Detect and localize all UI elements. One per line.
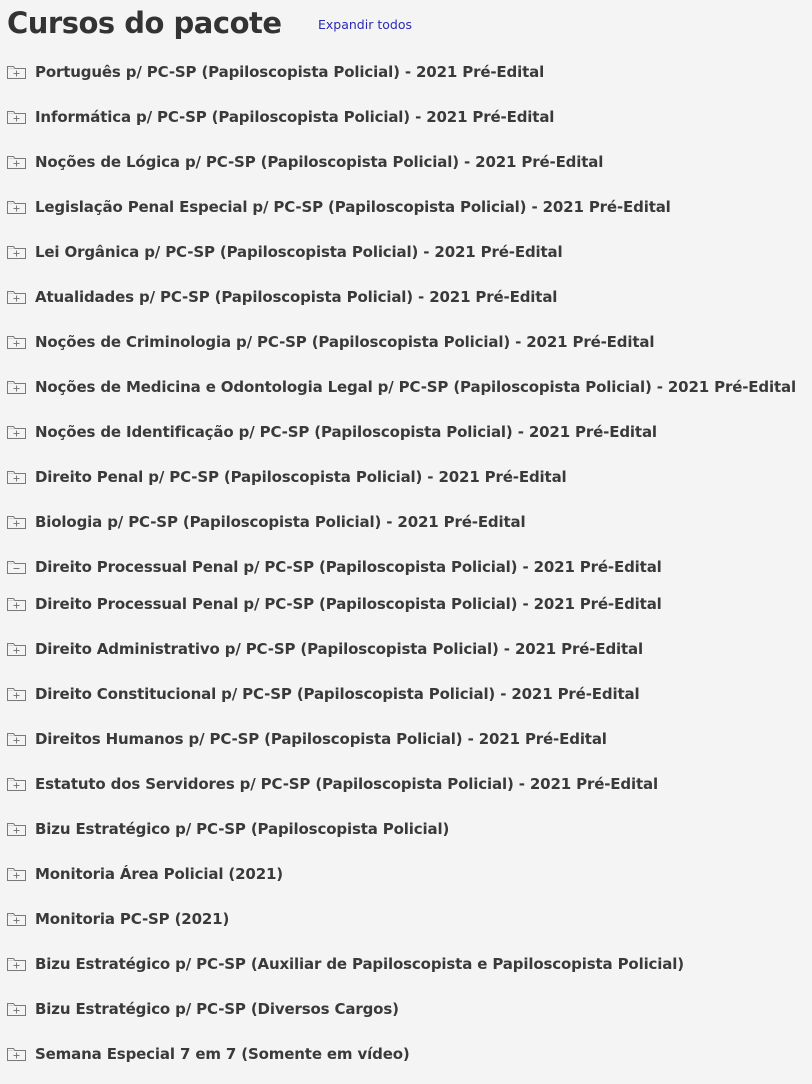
course-title[interactable]: Português p/ PC-SP (Papiloscopista Policial) - 2021 Pré-Edital <box>35 63 545 81</box>
course-folder-item[interactable] <box>7 61 807 83</box>
course-title[interactable]: Lei Orgânica p/ PC-SP (Papiloscopista Policial) - 2021 Pré-Edital <box>35 243 563 261</box>
folder-plus-icon[interactable] <box>7 866 26 882</box>
course-folder-item[interactable] <box>7 196 807 218</box>
course-title[interactable]: Informática p/ PC-SP (Papiloscopista Policial) - 2021 Pré-Edital <box>35 108 555 126</box>
course-folder-item[interactable] <box>7 556 807 578</box>
folder-plus-icon[interactable] <box>7 379 26 395</box>
course-title[interactable]: Estatuto dos Servidores p/ PC-SP (Papiloscopista Policial) - 2021 Pré-Edital <box>35 775 658 793</box>
folder-plus-icon[interactable] <box>7 469 26 485</box>
course-folder-item[interactable] <box>7 863 807 885</box>
course-title[interactable]: Bizu Estratégico p/ PC-SP (Diversos Cargos) <box>35 1000 399 1018</box>
course-title[interactable]: Direito Penal p/ PC-SP (Papiloscopista Policial) - 2021 Pré-Edital <box>35 468 567 486</box>
course-title[interactable]: Direito Processual Penal p/ PC-SP (Papiloscopista Policial) - 2021 Pré-Edital <box>35 558 662 576</box>
course-folder-item[interactable] <box>7 998 807 1020</box>
folder-plus-icon[interactable] <box>7 244 26 260</box>
course-folder-item[interactable] <box>7 773 807 795</box>
folder-plus-icon[interactable] <box>7 424 26 440</box>
course-title[interactable]: Noções de Criminologia p/ PC-SP (Papiloscopista Policial) - 2021 Pré-Edital <box>35 333 655 351</box>
course-title[interactable]: Direito Administrativo p/ PC-SP (Papiloscopista Policial) - 2021 Pré-Edital <box>35 640 644 658</box>
course-folder-item[interactable] <box>7 908 807 930</box>
course-title[interactable]: Atualidades p/ PC-SP (Papiloscopista Policial) - 2021 Pré-Edital <box>35 288 558 306</box>
folder-plus-icon[interactable] <box>7 514 26 530</box>
folder-plus-icon[interactable] <box>7 596 26 612</box>
course-folder-item[interactable] <box>7 728 807 750</box>
course-title[interactable]: Bizu Estratégico p/ PC-SP (Papiloscopista Policial) <box>35 820 450 838</box>
course-title[interactable]: Noções de Identificação p/ PC-SP (Papiloscopista Policial) - 2021 Pré-Edital <box>35 423 657 441</box>
course-folder-item[interactable] <box>7 286 807 308</box>
course-folder-item[interactable] <box>7 953 807 975</box>
folder-plus-icon[interactable] <box>7 199 26 215</box>
course-folder-item[interactable] <box>7 376 807 398</box>
course-folder-item[interactable] <box>7 511 807 533</box>
folder-plus-icon[interactable] <box>7 64 26 80</box>
course-folder-item[interactable] <box>7 241 807 263</box>
folder-plus-icon[interactable] <box>7 154 26 170</box>
folder-plus-icon[interactable] <box>7 289 26 305</box>
course-folder-item[interactable] <box>7 683 807 705</box>
course-folder-item[interactable] <box>7 151 807 173</box>
course-title[interactable]: Noções de Medicina e Odontologia Legal p/ PC-SP (Papiloscopista Policial) - 2021 Pré-Edital <box>35 378 796 396</box>
course-title[interactable]: Semana Especial 7 em 7 (Somente em vídeo) <box>35 1045 410 1063</box>
folder-plus-icon[interactable] <box>7 911 26 927</box>
course-folder-item[interactable] <box>7 421 807 443</box>
course-folder-item[interactable] <box>7 106 807 128</box>
expand-all-link[interactable]: Expandir todos <box>318 17 412 32</box>
page-title: Cursos do pacote <box>7 6 282 40</box>
folder-plus-icon[interactable] <box>7 1001 26 1017</box>
folder-plus-icon[interactable] <box>7 821 26 837</box>
folder-plus-icon[interactable] <box>7 334 26 350</box>
folder-plus-icon[interactable] <box>7 776 26 792</box>
folder-minus-icon[interactable] <box>7 559 26 575</box>
course-folder-item[interactable] <box>7 593 807 615</box>
course-title[interactable]: Biologia p/ PC-SP (Papiloscopista Policial) - 2021 Pré-Edital <box>35 513 526 531</box>
course-folder-item[interactable] <box>7 466 807 488</box>
course-folder-item[interactable] <box>7 638 807 660</box>
course-title[interactable]: Noções de Lógica p/ PC-SP (Papiloscopista Policial) - 2021 Pré-Edital <box>35 153 604 171</box>
course-title[interactable]: Direito Processual Penal p/ PC-SP (Papiloscopista Policial) - 2021 Pré-Edital <box>35 595 662 613</box>
course-folder-item[interactable] <box>7 818 807 840</box>
course-title[interactable]: Monitoria Área Policial (2021) <box>35 865 283 883</box>
folder-plus-icon[interactable] <box>7 956 26 972</box>
folder-plus-icon[interactable] <box>7 109 26 125</box>
course-title[interactable]: Monitoria PC-SP (2021) <box>35 910 230 928</box>
folder-plus-icon[interactable] <box>7 686 26 702</box>
folder-plus-icon[interactable] <box>7 1046 26 1062</box>
course-title[interactable]: Bizu Estratégico p/ PC-SP (Auxiliar de Papiloscopista e Papiloscopista Policial) <box>35 955 684 973</box>
course-folder-item[interactable] <box>7 1043 807 1065</box>
course-folder-item[interactable] <box>7 331 807 353</box>
course-title[interactable]: Direitos Humanos p/ PC-SP (Papiloscopista Policial) - 2021 Pré-Edital <box>35 730 607 748</box>
folder-plus-icon[interactable] <box>7 731 26 747</box>
course-title[interactable]: Direito Constitucional p/ PC-SP (Papiloscopista Policial) - 2021 Pré-Edital <box>35 685 640 703</box>
folder-plus-icon[interactable] <box>7 641 26 657</box>
course-title[interactable]: Legislação Penal Especial p/ PC-SP (Papiloscopista Policial) - 2021 Pré-Edital <box>35 198 671 216</box>
page-header <box>7 4 797 44</box>
